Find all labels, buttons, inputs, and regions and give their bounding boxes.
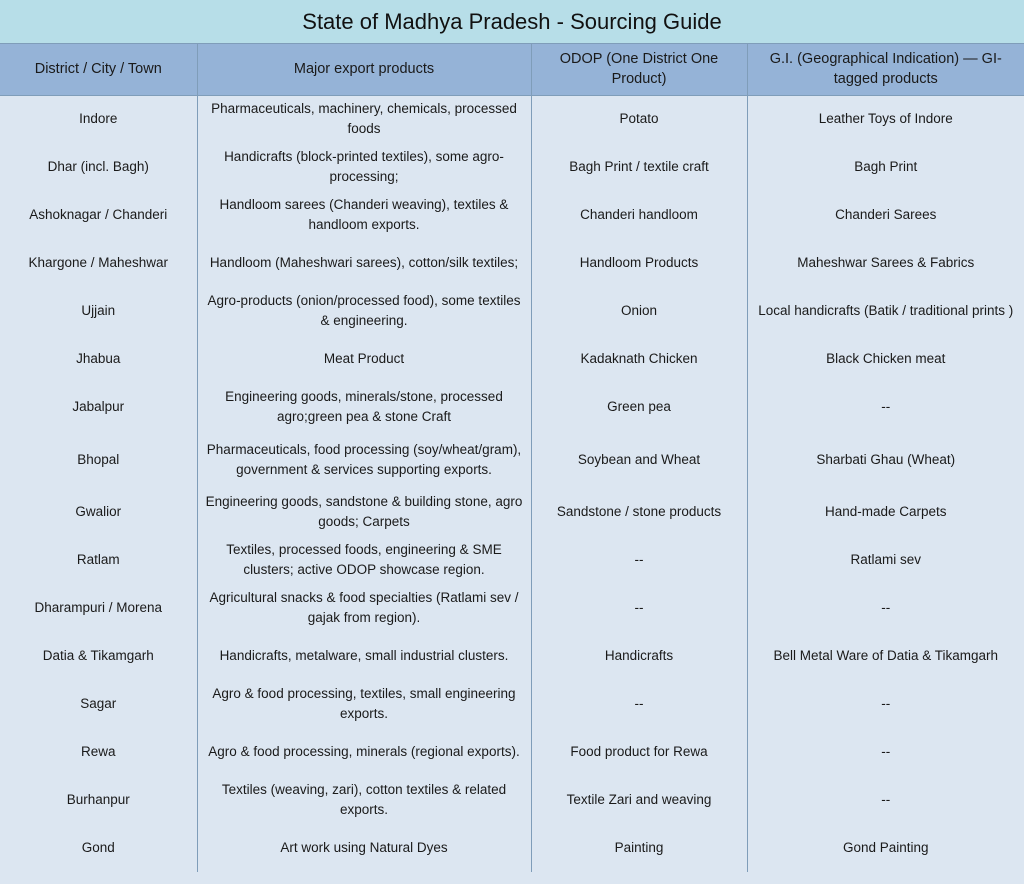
cell-gi-tag[interactable]: Black Chicken meat [747, 335, 1024, 383]
cell-odop[interactable]: Green pea [531, 383, 747, 431]
table-row [0, 191, 1024, 239]
cell-odop[interactable]: Textile Zari and weaving [531, 776, 747, 824]
cell-district[interactable]: Ujjain [0, 287, 197, 335]
cell-odop[interactable]: Soybean and Wheat [531, 431, 747, 488]
cell-export-products[interactable]: Textiles, processed foods, engineering & SME clusters; active ODOP showcase region. [197, 536, 531, 584]
cell-export-products[interactable]: Pharmaceuticals, food processing (soy/wheat/gram), government & services supporting exports. [197, 431, 531, 488]
cell-district[interactable]: Jabalpur [0, 383, 197, 431]
cell-gi-tag[interactable]: -- [747, 383, 1024, 431]
cell-gi-tag[interactable]: Bagh Print [747, 143, 1024, 191]
cell-gi-tag[interactable]: Ratlami sev [747, 536, 1024, 584]
cell-district[interactable]: Gwalior [0, 488, 197, 536]
cell-district[interactable]: Ashoknagar / Chanderi [0, 191, 197, 239]
cell-odop[interactable]: Handloom Products [531, 239, 747, 287]
cell-district[interactable]: Indore [0, 95, 197, 143]
cell-export-products[interactable]: Agricultural snacks & food specialties (Ratlami sev / gajak from region). [197, 584, 531, 632]
cell-odop[interactable]: Onion [531, 287, 747, 335]
header-row [0, 44, 1024, 95]
cell-export-products[interactable]: Pharmaceuticals, machinery, chemicals, processed foods [197, 95, 531, 143]
cell-export-products[interactable]: Engineering goods, sandstone & building stone, agro goods; Carpets [197, 488, 531, 536]
cell-gi-tag[interactable]: Chanderi Sarees [747, 191, 1024, 239]
cell-gi-tag[interactable]: Gond Painting [747, 824, 1024, 872]
cell-export-products[interactable]: Handloom (Maheshwari sarees), cotton/silk textiles; [197, 239, 531, 287]
header-district[interactable]: District / City / Town [0, 44, 197, 95]
cell-export-products[interactable]: Meat Product [197, 335, 531, 383]
cell-odop[interactable]: Food product for Rewa [531, 728, 747, 776]
cell-gi-tag[interactable]: Sharbati Ghau (Wheat) [747, 431, 1024, 488]
cell-odop[interactable]: -- [531, 680, 747, 728]
cell-odop[interactable]: Sandstone / stone products [531, 488, 747, 536]
table-row [0, 287, 1024, 335]
cell-district[interactable]: Ratlam [0, 536, 197, 584]
table-row [0, 143, 1024, 191]
table-row [0, 632, 1024, 680]
cell-district[interactable]: Jhabua [0, 335, 197, 383]
cell-district[interactable]: Khargone / Maheshwar [0, 239, 197, 287]
table-row [0, 776, 1024, 824]
header-gi-tag[interactable]: G.I. (Geographical Indication) — GI-tagged products [747, 44, 1024, 95]
cell-export-products[interactable]: Engineering goods, minerals/stone, processed agro;green pea & stone Craft [197, 383, 531, 431]
cell-district[interactable]: Datia & Tikamgarh [0, 632, 197, 680]
cell-export-products[interactable]: Handicrafts (block-printed textiles), some agro-processing; [197, 143, 531, 191]
cell-odop[interactable]: Potato [531, 95, 747, 143]
table-row [0, 824, 1024, 872]
cell-district[interactable]: Rewa [0, 728, 197, 776]
table-row [0, 536, 1024, 584]
cell-odop[interactable]: Handicrafts [531, 632, 747, 680]
cell-gi-tag[interactable]: -- [747, 680, 1024, 728]
table-body [0, 95, 1024, 872]
header-odop[interactable]: ODOP (One District One Product) [531, 44, 747, 95]
cell-district[interactable]: Bhopal [0, 431, 197, 488]
table-row [0, 239, 1024, 287]
cell-gi-tag[interactable]: -- [747, 584, 1024, 632]
table-row [0, 95, 1024, 143]
cell-odop[interactable]: -- [531, 584, 747, 632]
table-row [0, 728, 1024, 776]
cell-odop[interactable]: Painting [531, 824, 747, 872]
table-row [0, 584, 1024, 632]
cell-gi-tag[interactable]: Bell Metal Ware of Datia & Tikamgarh [747, 632, 1024, 680]
cell-odop[interactable]: Chanderi handloom [531, 191, 747, 239]
cell-export-products[interactable]: Agro-products (onion/processed food), some textiles & engineering. [197, 287, 531, 335]
sheet-title[interactable]: State of Madhya Pradesh - Sourcing Guide [0, 0, 1024, 44]
cell-export-products[interactable]: Handicrafts, metalware, small industrial clusters. [197, 632, 531, 680]
table-row [0, 383, 1024, 431]
cell-export-products[interactable]: Art work using Natural Dyes [197, 824, 531, 872]
cell-district[interactable]: Burhanpur [0, 776, 197, 824]
cell-odop[interactable]: Bagh Print / textile craft [531, 143, 747, 191]
cell-odop[interactable]: -- [531, 536, 747, 584]
table-row [0, 488, 1024, 536]
cell-export-products[interactable]: Handloom sarees (Chanderi weaving), textiles & handloom exports. [197, 191, 531, 239]
cell-gi-tag[interactable]: Local handicrafts (Batik / traditional prints ) [747, 287, 1024, 335]
cell-odop[interactable]: Kadaknath Chicken [531, 335, 747, 383]
cell-export-products[interactable]: Textiles (weaving, zari), cotton textiles & related exports. [197, 776, 531, 824]
cell-district[interactable]: Dharampuri / Morena [0, 584, 197, 632]
table-row [0, 431, 1024, 488]
cell-district[interactable]: Sagar [0, 680, 197, 728]
table-row [0, 335, 1024, 383]
header-export-products[interactable]: Major export products [197, 44, 531, 95]
cell-gi-tag[interactable]: Hand-made Carpets [747, 488, 1024, 536]
cell-export-products[interactable]: Agro & food processing, minerals (regional exports). [197, 728, 531, 776]
sourcing-table [0, 44, 1024, 872]
cell-export-products[interactable]: Agro & food processing, textiles, small engineering exports. [197, 680, 531, 728]
cell-gi-tag[interactable]: Leather Toys of Indore [747, 95, 1024, 143]
cell-gi-tag[interactable]: -- [747, 776, 1024, 824]
cell-gi-tag[interactable]: Maheshwar Sarees & Fabrics [747, 239, 1024, 287]
cell-gi-tag[interactable]: -- [747, 728, 1024, 776]
cell-district[interactable]: Dhar (incl. Bagh) [0, 143, 197, 191]
table-row [0, 680, 1024, 728]
cell-district[interactable]: Gond [0, 824, 197, 872]
